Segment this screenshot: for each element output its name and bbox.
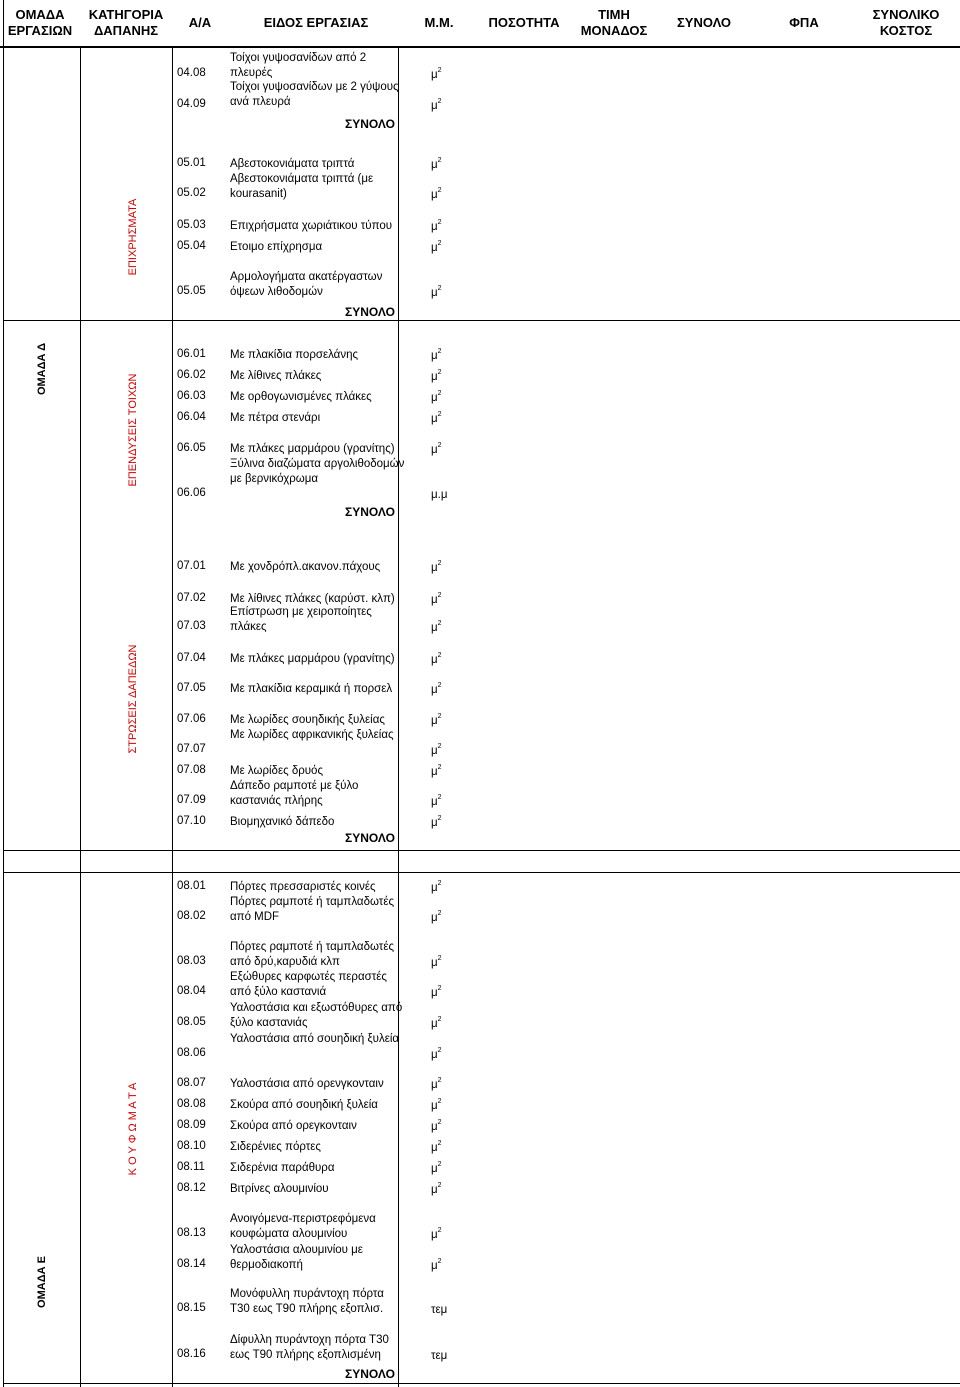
item-code: 04.09 bbox=[177, 98, 206, 110]
item-code: 07.06 bbox=[177, 713, 206, 725]
unit-text: μ bbox=[431, 957, 438, 969]
unit-text: μ bbox=[431, 100, 438, 112]
item-code: 05.05 bbox=[177, 285, 206, 297]
item-code: 08.10 bbox=[177, 1140, 206, 1152]
unit-text: μ bbox=[431, 1229, 438, 1241]
item-description: Τοίχοι γυψοσανίδων από 2 πλευρές bbox=[230, 52, 367, 79]
unit-exponent: 2 bbox=[437, 1077, 442, 1084]
header-aa: Α/Α bbox=[188, 15, 212, 30]
item-code: 08.07 bbox=[177, 1077, 206, 1089]
unit-exponent: 2 bbox=[437, 1182, 442, 1189]
unit-text: μ bbox=[431, 684, 438, 696]
item-unit bbox=[431, 560, 442, 574]
unit-text: μ bbox=[431, 371, 438, 383]
unit-exponent: 2 bbox=[437, 1258, 442, 1265]
unit-text: μ bbox=[431, 912, 438, 924]
item-description: Με λωρίδες δρυός bbox=[230, 765, 323, 777]
section-divider bbox=[3, 1383, 960, 1384]
unit-text: μ bbox=[431, 796, 438, 808]
item-description: Με λωρίδες αφρικανικής ξυλείας bbox=[230, 729, 394, 741]
item-description: Σιδερένιες πόρτες bbox=[230, 1141, 321, 1153]
section-total-label: ΣΥΝΟΛΟ bbox=[345, 831, 395, 845]
unit-exponent: 2 bbox=[437, 560, 442, 567]
item-description: Πόρτες ραμποτέ ή ταμπλαδωτές από δρύ,καρυδιά κλπ bbox=[230, 941, 395, 968]
item-description: Αρμολογήματα ακατέργαστων όψεων λιθοδομών bbox=[230, 271, 383, 298]
header-work-type: ΕΙΔΟΣ ΕΡΓΑΣΙΑΣ bbox=[263, 15, 369, 30]
item-description: Με λίθινες πλάκες bbox=[230, 370, 322, 382]
unit-text: μ bbox=[431, 350, 438, 362]
unit-text: μ bbox=[431, 1184, 438, 1196]
unit-text: μ bbox=[431, 1100, 438, 1112]
item-unit bbox=[431, 1302, 447, 1316]
item-code: 06.02 bbox=[177, 369, 206, 381]
unit-exponent: 2 bbox=[437, 794, 442, 801]
group-label-d: ΟΜΑΔΑ Δ bbox=[36, 342, 48, 396]
item-description: Επίστρωση με χειροποίητες πλάκες bbox=[230, 606, 372, 633]
unit-text: μ bbox=[431, 221, 438, 233]
unit-exponent: 2 bbox=[437, 713, 442, 720]
item-description: Τοίχοι γυψοσανίδων με 2 γύψους ανά πλευρά bbox=[230, 81, 399, 108]
header-group: ΟΜΑΔΑ ΕΡΓΑΣΙΩΝ bbox=[7, 7, 73, 38]
item-description: Σκούρα από σουηδική ξυλεία bbox=[230, 1099, 378, 1111]
unit-text: μ bbox=[431, 1163, 438, 1175]
unit-text: μ.μ bbox=[431, 489, 448, 501]
grid-line bbox=[172, 46, 173, 1387]
item-unit bbox=[431, 743, 442, 757]
item-code: 08.05 bbox=[177, 1016, 206, 1028]
item-unit bbox=[431, 67, 442, 81]
category-label-plaster: ΕΠΙΧΡΗΣΜΑΤΑ bbox=[127, 198, 139, 276]
item-code: 04.08 bbox=[177, 67, 206, 79]
unit-exponent: 2 bbox=[437, 592, 442, 599]
item-unit bbox=[431, 620, 442, 634]
category-label-floors: ΣΤΡΩΣΕΙΣ ΔΑΠΕΔΩΝ bbox=[127, 644, 139, 754]
unit-text: μ bbox=[431, 882, 438, 894]
unit-exponent: 2 bbox=[437, 442, 442, 449]
item-description: Με λίθινες πλάκες (καρύστ. κλπ) bbox=[230, 593, 395, 605]
item-unit bbox=[431, 411, 442, 425]
item-unit bbox=[431, 985, 442, 999]
item-description: Με πλάκες μαρμάρου (γρανίτης) bbox=[230, 653, 395, 665]
item-code: 05.02 bbox=[177, 187, 206, 199]
item-code: 08.11 bbox=[177, 1161, 205, 1173]
item-code: 08.14 bbox=[177, 1258, 206, 1270]
unit-exponent: 2 bbox=[437, 955, 442, 962]
item-unit bbox=[431, 880, 442, 894]
unit-exponent: 2 bbox=[437, 285, 442, 292]
item-description: Με πέτρα στενάρι bbox=[230, 412, 321, 424]
group-label-e: ΟΜΑΔΑ Ε bbox=[36, 1256, 48, 1308]
item-description: Δάπεδο ραμποτέ με ξύλο καστανιάς πλήρης bbox=[230, 780, 359, 807]
header-unit: Μ.Μ. bbox=[424, 15, 454, 30]
item-unit bbox=[431, 369, 442, 383]
item-description: Σιδερένια παράθυρα bbox=[230, 1162, 335, 1174]
unit-exponent: 2 bbox=[437, 743, 442, 750]
item-description: Με ορθογωνισμένες πλάκες bbox=[230, 391, 372, 403]
item-unit bbox=[431, 157, 442, 171]
item-code: 08.03 bbox=[177, 955, 206, 967]
unit-exponent: 2 bbox=[437, 682, 442, 689]
item-code: 06.01 bbox=[177, 348, 206, 360]
item-unit bbox=[431, 713, 442, 727]
unit-exponent: 2 bbox=[437, 411, 442, 418]
item-code: 08.15 bbox=[177, 1302, 206, 1314]
item-unit bbox=[431, 487, 447, 501]
item-code: 08.13 bbox=[177, 1227, 206, 1239]
item-code: 05.04 bbox=[177, 240, 206, 252]
unit-text: μ bbox=[431, 392, 438, 404]
unit-text: μ bbox=[431, 654, 438, 666]
item-unit bbox=[431, 98, 442, 112]
item-code: 08.02 bbox=[177, 910, 206, 922]
unit-text: μ bbox=[431, 562, 438, 574]
unit-exponent: 2 bbox=[437, 390, 442, 397]
unit-exponent: 2 bbox=[437, 1016, 442, 1023]
unit-text: τεμ bbox=[431, 1304, 448, 1316]
unit-exponent: 2 bbox=[437, 187, 442, 194]
item-description: Ξύλινα διαζώματα αργολιθοδομών με βερνικόχρωμα bbox=[230, 458, 405, 485]
unit-exponent: 2 bbox=[437, 1047, 442, 1054]
unit-exponent: 2 bbox=[437, 1098, 442, 1105]
item-code: 08.08 bbox=[177, 1098, 206, 1110]
unit-text: μ bbox=[431, 413, 438, 425]
header-unit-price: ΤΙΜΗ ΜΟΝΑΔΟΣ bbox=[580, 7, 648, 38]
item-description: Βιτρίνες αλουμινίου bbox=[230, 1183, 329, 1195]
item-unit bbox=[431, 955, 442, 969]
header-quantity: ΠΟΣΟΤΗΤΑ bbox=[488, 15, 560, 30]
unit-text: μ bbox=[431, 817, 438, 829]
header-vat: ΦΠΑ bbox=[789, 15, 819, 30]
unit-exponent: 2 bbox=[437, 1227, 442, 1234]
header-total-cost: ΣΥΝΟΛΙΚΟ ΚΟΣΤΟΣ bbox=[872, 7, 940, 38]
item-unit bbox=[431, 1348, 447, 1362]
unit-exponent: 2 bbox=[437, 652, 442, 659]
item-code: 05.01 bbox=[177, 157, 206, 169]
item-unit bbox=[431, 652, 442, 666]
unit-text: μ bbox=[431, 1121, 438, 1133]
item-description: Υαλοστάσια από σουηδική ξυλεία bbox=[230, 1033, 400, 1045]
item-description: Βιομηχανικό δάπεδο bbox=[230, 816, 335, 828]
unit-text: μ bbox=[431, 287, 438, 299]
item-unit bbox=[431, 1227, 442, 1241]
item-code: 08.01 bbox=[177, 880, 206, 892]
item-unit bbox=[431, 592, 442, 606]
item-unit bbox=[431, 390, 442, 404]
unit-exponent: 2 bbox=[437, 1140, 442, 1147]
grid-line bbox=[80, 46, 81, 1387]
unit-text: μ bbox=[431, 594, 438, 606]
unit-exponent: 2 bbox=[437, 1119, 442, 1126]
section-total-label: ΣΥΝΟΛΟ bbox=[345, 505, 395, 519]
item-unit bbox=[431, 240, 442, 254]
unit-text: μ bbox=[431, 189, 438, 201]
item-code: 08.16 bbox=[177, 1348, 206, 1360]
unit-text: μ bbox=[431, 1049, 438, 1061]
item-code: 07.08 bbox=[177, 764, 206, 776]
unit-exponent: 2 bbox=[437, 219, 442, 226]
grid-line bbox=[3, 0, 4, 1387]
item-description: Με πλάκες μαρμάρου (γρανίτης) bbox=[230, 443, 395, 455]
unit-text: μ bbox=[431, 1079, 438, 1091]
section-total-label: ΣΥΝΟΛΟ bbox=[345, 305, 395, 319]
header-sum: ΣΥΝΟΛΟ bbox=[676, 15, 732, 30]
section-total-label: ΣΥΝΟΛΟ bbox=[345, 1367, 395, 1381]
item-code: 07.05 bbox=[177, 682, 206, 694]
item-unit bbox=[431, 794, 442, 808]
item-unit bbox=[431, 1119, 442, 1133]
item-code: 07.10 bbox=[177, 815, 206, 827]
item-description: Εξώθυρες καρφωτές περαστές από ξύλο καστανιά bbox=[230, 971, 387, 998]
unit-text: μ bbox=[431, 1142, 438, 1154]
section-divider bbox=[3, 872, 960, 873]
item-code: 08.06 bbox=[177, 1047, 206, 1059]
item-unit bbox=[431, 285, 442, 299]
item-description: Υαλοστάσια από ορενγκονταιν bbox=[230, 1078, 384, 1090]
unit-text: μ bbox=[431, 745, 438, 757]
unit-exponent: 2 bbox=[437, 348, 442, 355]
item-description: Σκούρα από ορεγκονταιν bbox=[230, 1120, 357, 1132]
section-divider bbox=[3, 850, 960, 851]
unit-text: μ bbox=[431, 766, 438, 778]
unit-exponent: 2 bbox=[437, 815, 442, 822]
item-unit bbox=[431, 187, 442, 201]
item-unit bbox=[431, 1182, 442, 1196]
item-description: Πόρτες ραμποτέ ή ταμπλαδωτές από MDF bbox=[230, 896, 395, 923]
item-unit bbox=[431, 348, 442, 362]
unit-text: μ bbox=[431, 715, 438, 727]
unit-exponent: 2 bbox=[437, 369, 442, 376]
item-unit bbox=[431, 910, 442, 924]
item-description: Πόρτες πρεσσαριστές κοινές bbox=[230, 881, 376, 893]
unit-text: μ bbox=[431, 622, 438, 634]
unit-exponent: 2 bbox=[437, 67, 442, 74]
item-code: 07.03 bbox=[177, 620, 206, 632]
item-unit bbox=[431, 682, 442, 696]
item-unit bbox=[431, 1098, 442, 1112]
unit-exponent: 2 bbox=[437, 240, 442, 247]
item-code: 06.03 bbox=[177, 390, 206, 402]
unit-exponent: 2 bbox=[437, 880, 442, 887]
item-description: Με πλακίδια πορσελάνης bbox=[230, 349, 359, 361]
item-code: 08.12 bbox=[177, 1182, 206, 1194]
item-description: Επιχρήσματα χωριάτικου τύπου bbox=[230, 220, 393, 232]
item-unit bbox=[431, 764, 442, 778]
item-description: Με λωρίδες σουηδικής ξυλείας bbox=[230, 714, 385, 726]
item-unit bbox=[431, 815, 442, 829]
item-code: 06.06 bbox=[177, 487, 206, 499]
item-description: Με χονδρόπλ.ακανον.πάχους bbox=[230, 561, 381, 573]
item-unit bbox=[431, 1077, 442, 1091]
item-code: 07.09 bbox=[177, 794, 206, 806]
item-description: Δίφυλλη πυράντοχη πόρτα Τ30 εως Τ90 πλήρης εξοπλισμένη bbox=[230, 1334, 389, 1361]
item-description: Υαλοστάσια και εξωστόθυρες από ξύλο καστανιάς bbox=[230, 1002, 403, 1029]
section-total-label: ΣΥΝΟΛΟ bbox=[345, 117, 395, 131]
item-code: 07.07 bbox=[177, 743, 206, 755]
item-code: 07.02 bbox=[177, 592, 206, 604]
item-description: Ανοιγόμενα-περιστρεφόμενα κουφώματα αλουμινίου bbox=[230, 1213, 376, 1240]
item-unit bbox=[431, 1140, 442, 1154]
category-label-frames: Κ Ο Υ Φ Ω Μ Α Τ Α bbox=[127, 1082, 139, 1176]
unit-text: μ bbox=[431, 69, 438, 81]
unit-text: μ bbox=[431, 242, 438, 254]
unit-exponent: 2 bbox=[437, 1161, 442, 1168]
category-label-wall-cladding: ΕΠΕΝΔΥΣΕΙΣ ΤΟΙΧΩΝ bbox=[127, 373, 139, 487]
header-category: ΚΑΤΗΓΟΡΙΑ ΔΑΠΑΝΗΣ bbox=[88, 7, 164, 38]
item-unit bbox=[431, 1016, 442, 1030]
unit-text: μ bbox=[431, 159, 438, 171]
item-description: Ετοιμο επίχρησμα bbox=[230, 241, 323, 253]
item-description: Μονόφυλλη πυράντοχη πόρτα Τ30 εως Τ90 πλήρης εξοπλισ. bbox=[230, 1288, 384, 1315]
item-code: 07.01 bbox=[177, 560, 206, 572]
unit-exponent: 2 bbox=[437, 98, 442, 105]
unit-exponent: 2 bbox=[437, 620, 442, 627]
unit-text: μ bbox=[431, 987, 438, 999]
item-description: Αβεστοκονιάματα τριπτά (με kourasanit) bbox=[230, 173, 374, 200]
item-description: Αβεστοκονιάματα τριπτά bbox=[230, 158, 355, 170]
unit-exponent: 2 bbox=[437, 985, 442, 992]
item-code: 07.04 bbox=[177, 652, 206, 664]
item-code: 06.04 bbox=[177, 411, 206, 423]
item-code: 08.04 bbox=[177, 985, 206, 997]
unit-text: μ bbox=[431, 1260, 438, 1272]
unit-text: μ bbox=[431, 1018, 438, 1030]
unit-text: μ bbox=[431, 444, 438, 456]
unit-text: τεμ bbox=[431, 1350, 448, 1362]
item-description: Υαλοστάσια αλουμινίου με θερμοδιακοπή bbox=[230, 1244, 363, 1271]
item-unit bbox=[431, 1047, 442, 1061]
item-unit bbox=[431, 442, 442, 456]
item-code: 05.03 bbox=[177, 219, 206, 231]
unit-exponent: 2 bbox=[437, 157, 442, 164]
unit-exponent: 2 bbox=[437, 764, 442, 771]
header-divider bbox=[0, 46, 960, 48]
section-divider bbox=[3, 320, 960, 321]
item-code: 06.05 bbox=[177, 442, 206, 454]
item-unit bbox=[431, 219, 442, 233]
item-unit bbox=[431, 1161, 442, 1175]
item-code: 08.09 bbox=[177, 1119, 206, 1131]
item-unit bbox=[431, 1258, 442, 1272]
item-description: Με πλακίδια κεραμικά ή πορσελ bbox=[230, 683, 393, 695]
unit-exponent: 2 bbox=[437, 910, 442, 917]
